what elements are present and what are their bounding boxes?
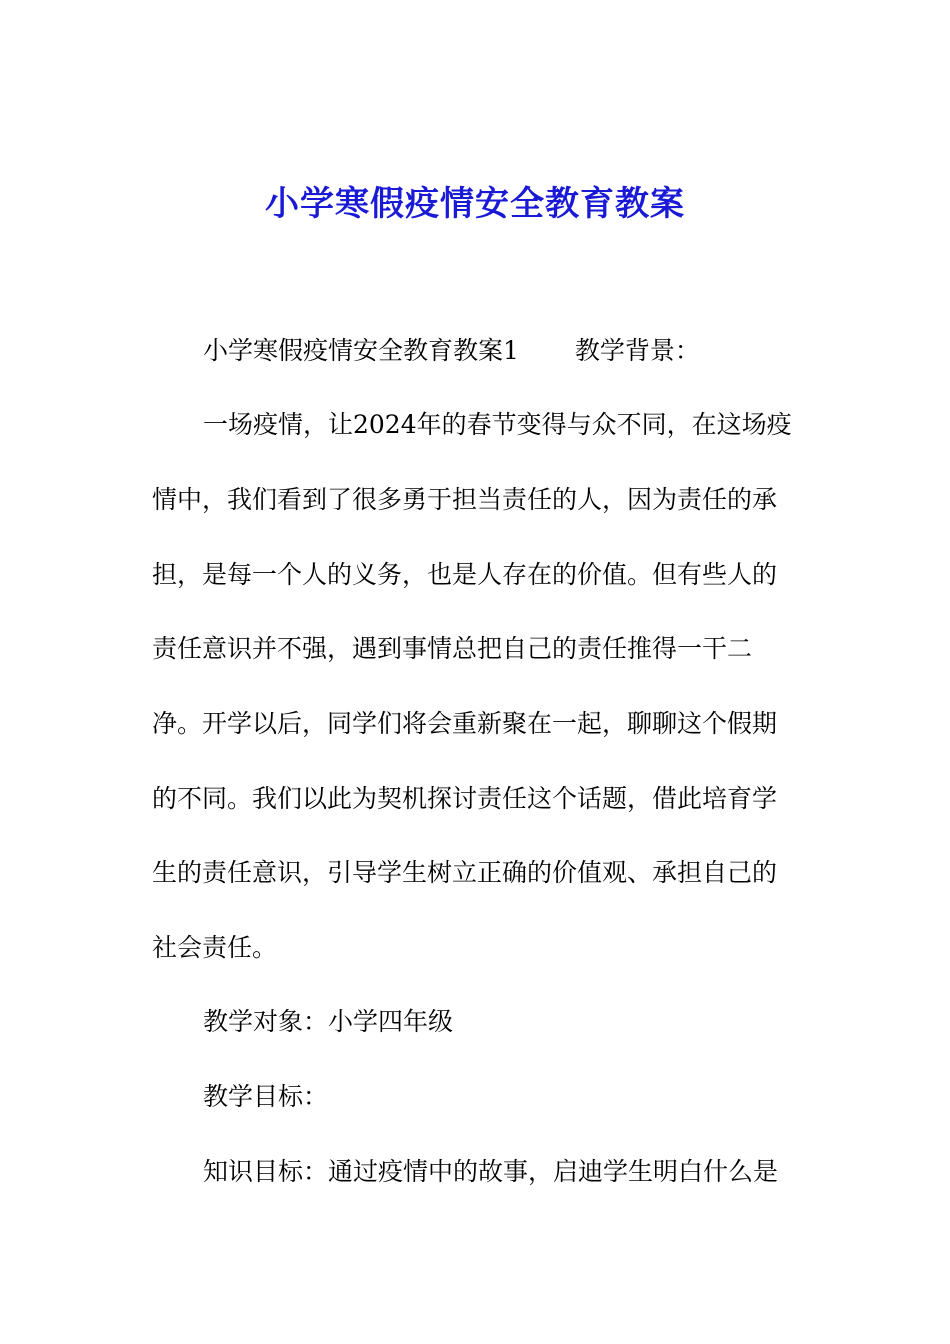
paragraph-line: 净。开学以后，同学们将会重新聚在一起，聊聊这个假期 [152,709,778,738]
teaching-background-label: 教学背景： [574,336,700,365]
knowledge-goal-line: 知识目标：通过疫情中的故事，启迪学生明白什么是 [203,1157,779,1186]
paragraph-line: 社会责任。 [152,933,278,962]
teaching-object-line: 教学对象：小学四年级 [203,1007,454,1036]
paragraph-line: 生的责任意识，引导学生树立正确的价值观、承担自己的 [152,858,778,887]
teaching-goal-line: 教学目标： [203,1082,329,1111]
paragraph-line: 担，是每一个人的义务，也是人存在的价值。但有些人的 [152,560,778,589]
paragraph-line: 情中，我们看到了很多勇于担当责任的人，因为责任的承 [152,485,778,514]
paragraph-line: 责任意识并不强，遇到事情总把自己的责任推得一干二 [152,634,753,663]
lesson-plan-heading: 小学寒假疫情安全教育教案1 [203,336,519,365]
document-title: 小学寒假疫情安全教育教案 [265,184,685,224]
paragraph-line: 一场疫情，让2024年的春节变得与众不同，在这场疫 [203,410,792,439]
heading-line [203,331,700,371]
paragraph-line: 的不同。我们以此为契机探讨责任这个话题，借此培育学 [152,784,778,813]
